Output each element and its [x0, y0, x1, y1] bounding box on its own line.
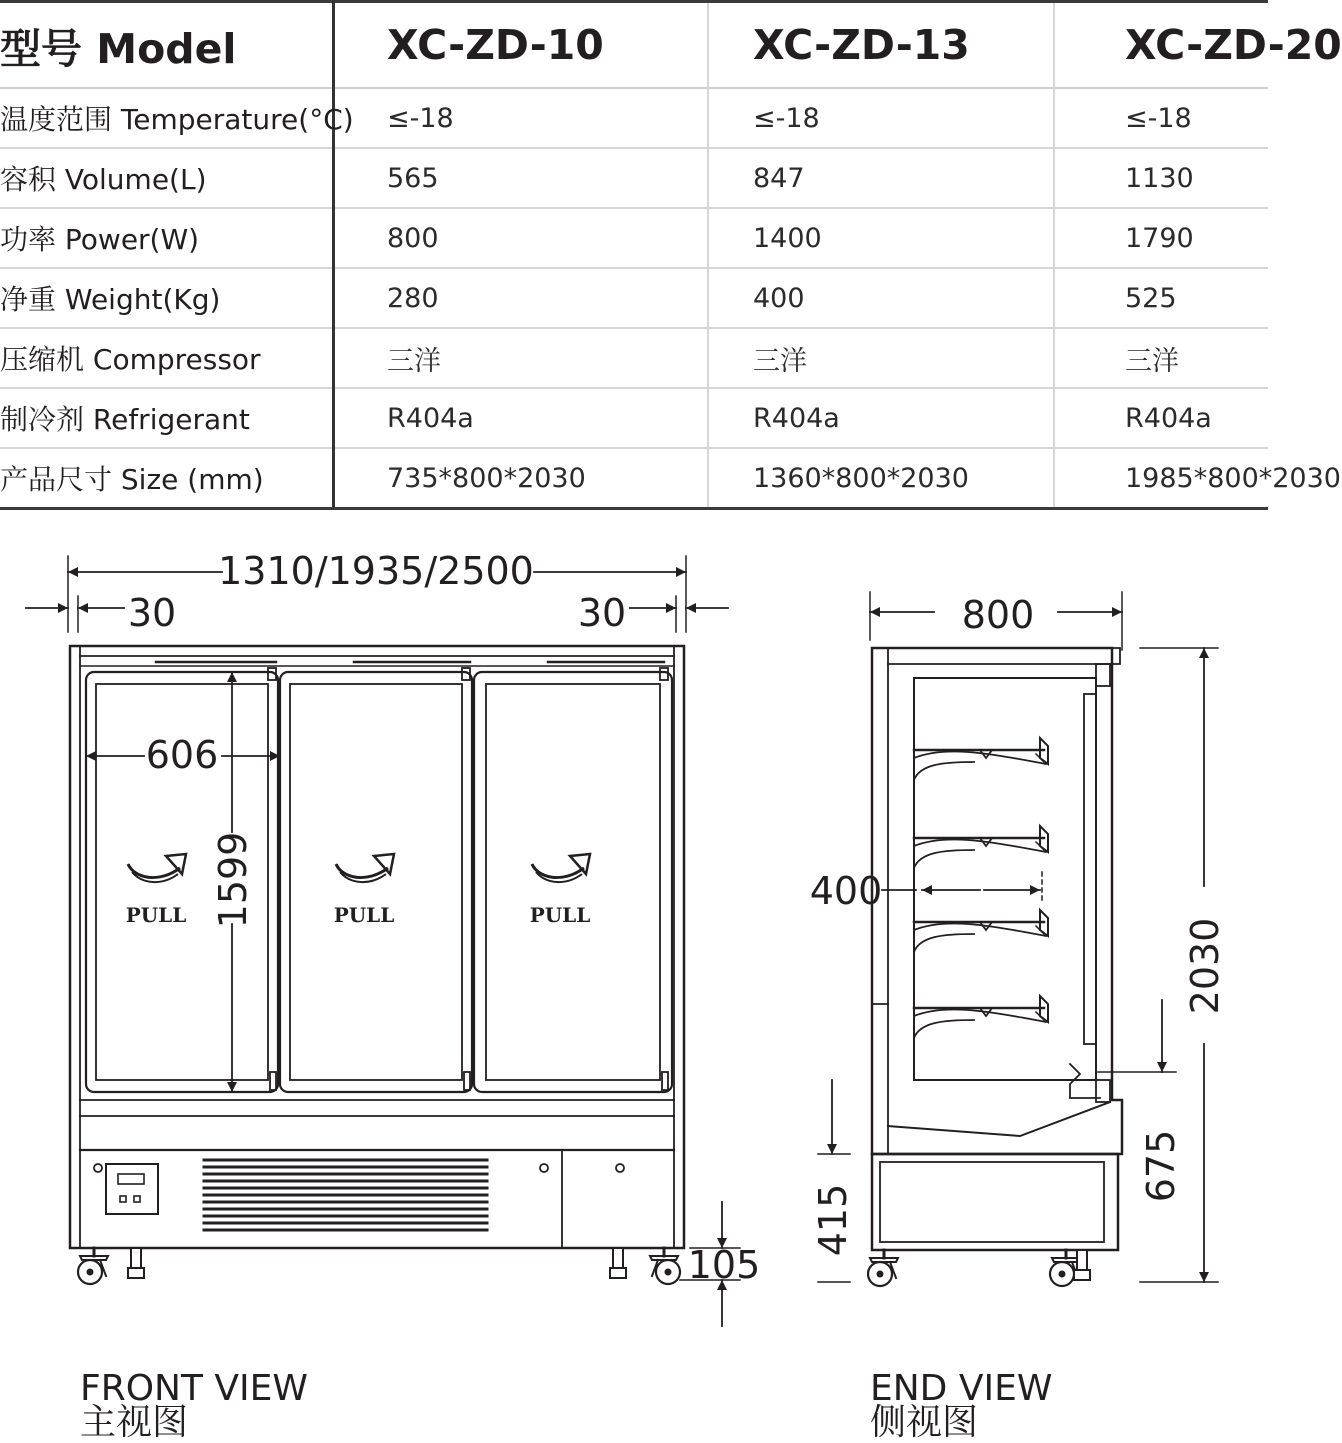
- row-value: R404a: [334, 388, 709, 448]
- pull-arrow-icon: [128, 854, 186, 882]
- door-pull-label: PULL: [333, 903, 395, 927]
- front-view-caption-en: FRONT VIEW: [80, 1368, 309, 1409]
- row-value: ≤-18: [334, 88, 709, 148]
- row-value: 三洋: [708, 328, 1054, 388]
- header-model-label: 型号 Model: [0, 2, 334, 89]
- row-value: 三洋: [1054, 328, 1268, 388]
- header-model-3: XC-ZD-20: [1054, 2, 1268, 89]
- row-value: 400: [708, 268, 1054, 328]
- dim-lower-section: 415: [811, 1183, 855, 1257]
- door-pull-label: PULL: [125, 903, 187, 927]
- row-value: ≤-18: [1054, 88, 1268, 148]
- dim-overall-width: 1310/1935/2500: [218, 549, 534, 593]
- front-view-caption-cn: 主视图: [80, 1402, 189, 1443]
- row-value: 800: [334, 208, 709, 268]
- row-value: 1400: [708, 208, 1054, 268]
- dim-depth: 800: [961, 593, 1035, 637]
- pull-arrow-icon: [532, 854, 590, 882]
- row-label: 制冷剂 Refrigerant: [0, 388, 334, 448]
- header-model-1: XC-ZD-10: [334, 2, 709, 89]
- row-value: 三洋: [334, 328, 709, 388]
- row-value: R404a: [1054, 388, 1268, 448]
- row-value: R404a: [708, 388, 1054, 448]
- end-view-caption-en: END VIEW: [870, 1368, 1053, 1409]
- dim-leg-height: 105: [687, 1243, 761, 1287]
- row-value: 565: [334, 148, 709, 208]
- end-view-caption-cn: 侧视图: [870, 1402, 979, 1443]
- row-label: 容积 Volume(L): [0, 148, 334, 208]
- dim-door-width: 606: [145, 733, 219, 777]
- dim-side-left: 30: [127, 591, 177, 635]
- row-value: 735*800*2030: [334, 448, 709, 509]
- row-value: 847: [708, 148, 1054, 208]
- end-view-caption: [870, 1368, 1053, 1443]
- front-view-caption: [80, 1368, 309, 1443]
- dim-shelf-depth: 400: [809, 869, 883, 913]
- pull-arrow-icon: [336, 854, 394, 882]
- row-label: 温度范围 Temperature(°C): [0, 88, 334, 148]
- row-label: 压缩机 Compressor: [0, 328, 334, 388]
- dim-door-height: 1599: [211, 831, 255, 929]
- row-value: 525: [1054, 268, 1268, 328]
- front-view: [26, 556, 740, 1326]
- row-value: ≤-18: [708, 88, 1054, 148]
- dim-door-bottom: 675: [1139, 1129, 1183, 1203]
- row-value: 1790: [1054, 208, 1268, 268]
- row-value: 280: [334, 268, 709, 328]
- header-model-2: XC-ZD-13: [708, 2, 1054, 89]
- dim-side-right: 30: [577, 591, 627, 635]
- row-label: 净重 Weight(Kg): [0, 268, 334, 328]
- row-value: 1130: [1054, 148, 1268, 208]
- door-pull-label: PULL: [529, 903, 591, 927]
- row-label: 产品尺寸 Size (mm): [0, 448, 334, 509]
- row-label: 功率 Power(W): [0, 208, 334, 268]
- dim-height: 2030: [1183, 917, 1227, 1015]
- row-value: 1985*800*2030: [1054, 448, 1268, 509]
- row-value: 1360*800*2030: [708, 448, 1054, 509]
